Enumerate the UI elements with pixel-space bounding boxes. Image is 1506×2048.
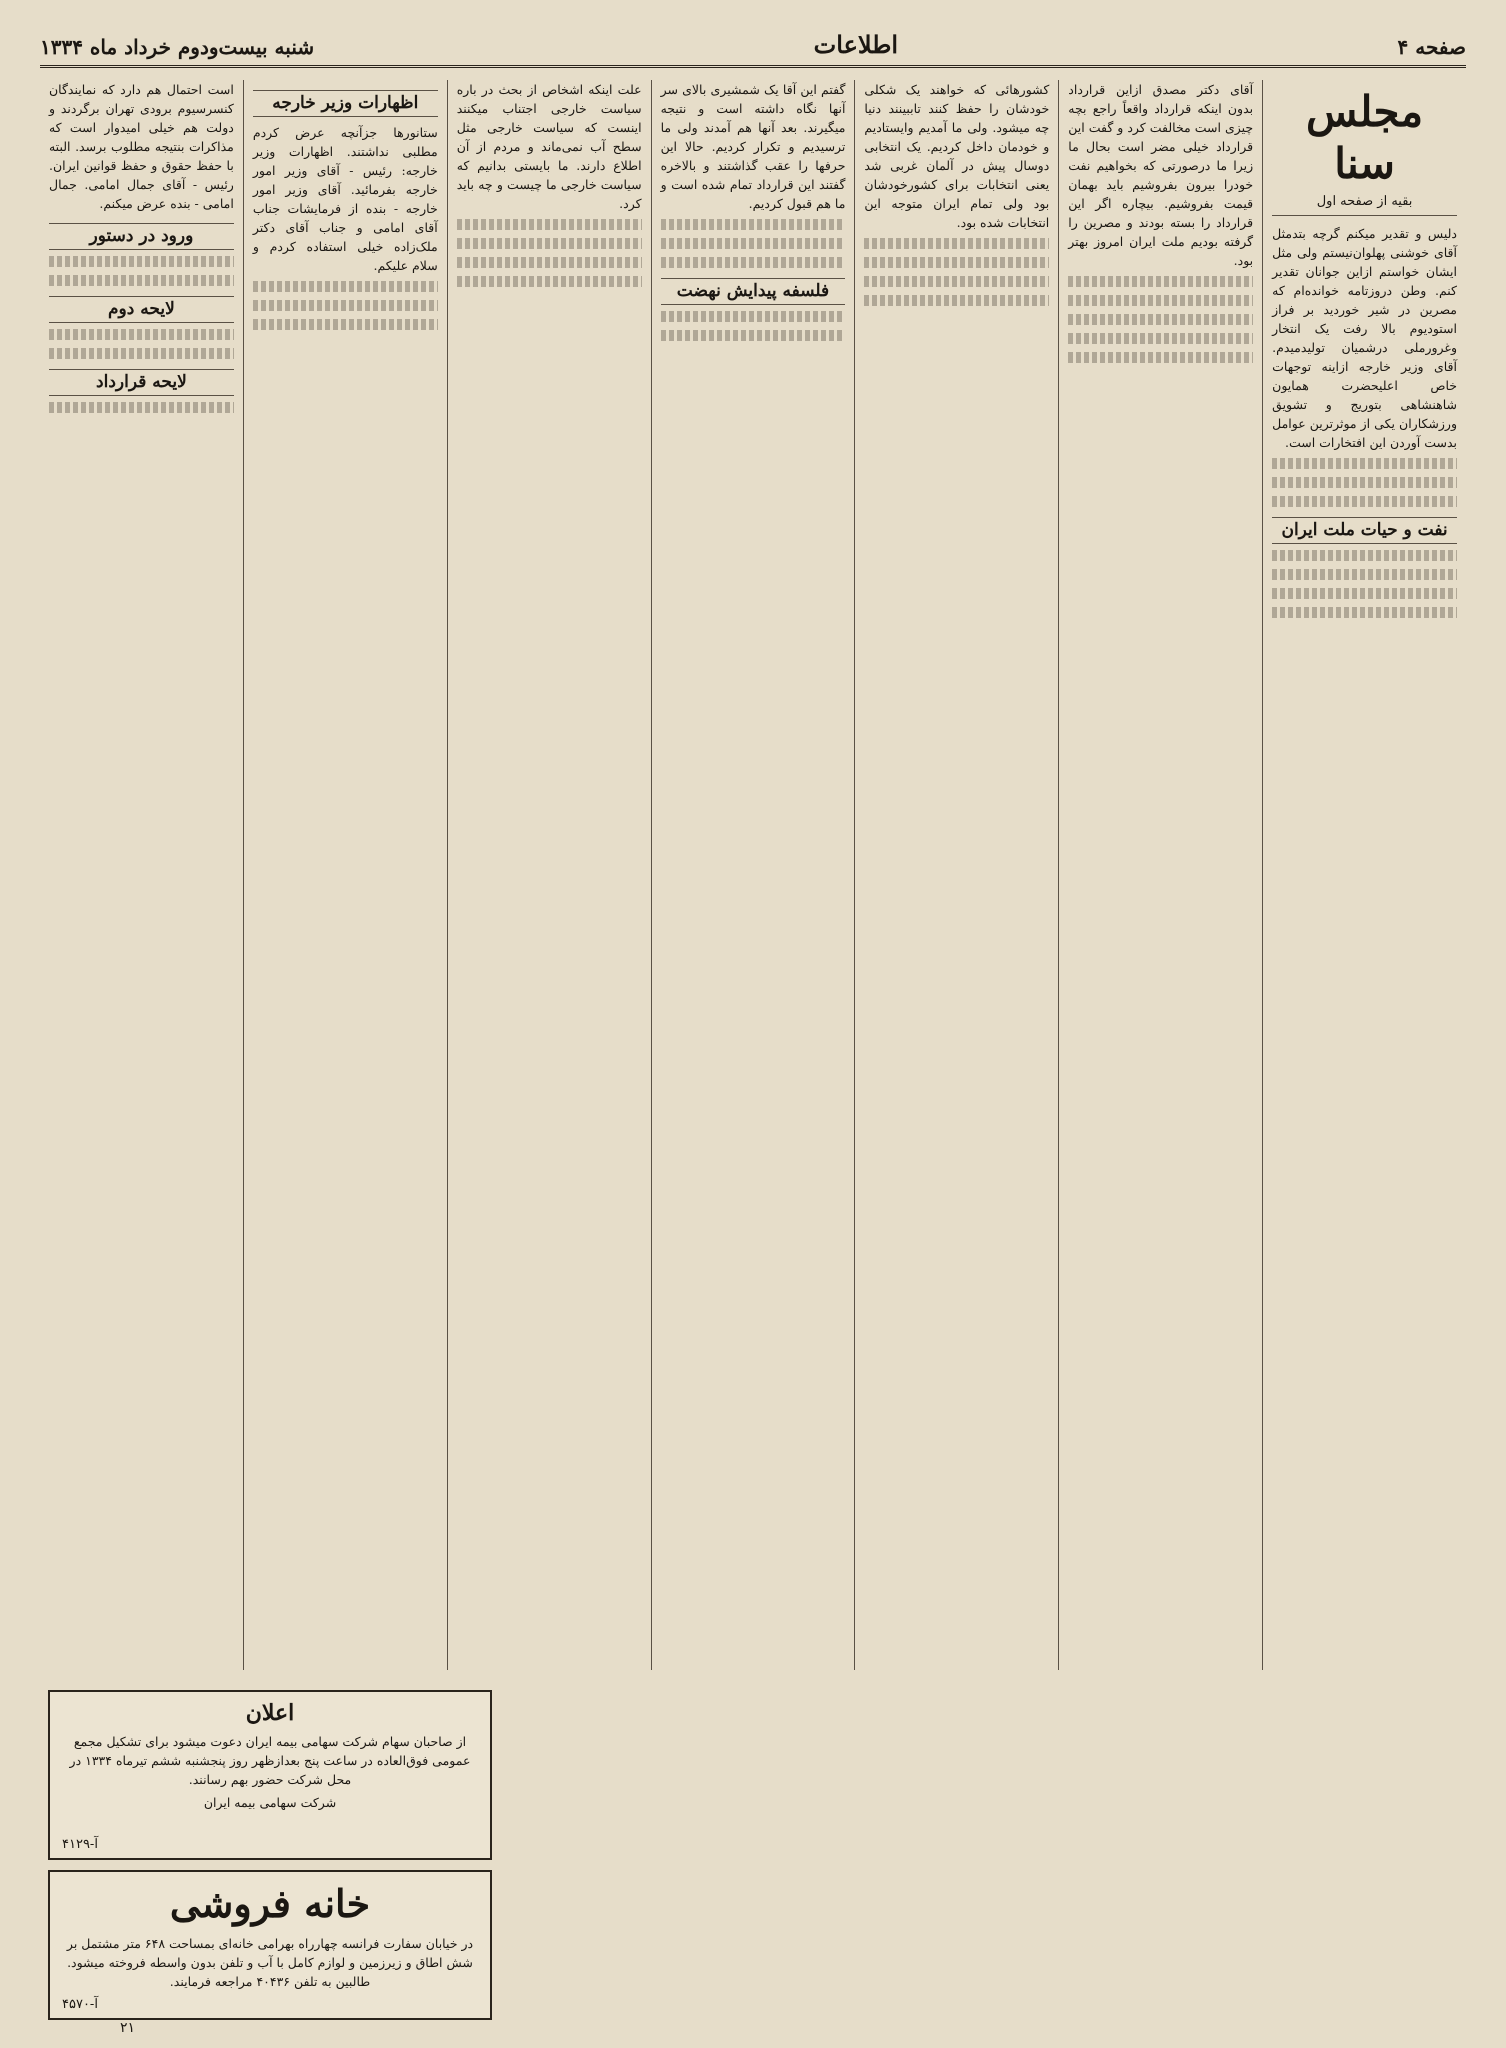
column-1 [1262,80,1466,1670]
column-4 [651,80,855,1670]
masthead [40,20,1466,68]
page-number: ۲۱ [120,2020,136,2036]
headline-note: بقیه از صفحه اول [1272,192,1457,216]
ad-title: اعلان [245,1700,295,1726]
paper-name: اطلاعات [813,30,898,59]
section-heading-minister: اظهارات وزیر خارجه [253,90,438,117]
section-heading-renaissance: فلسفه پیدایش نهضت [661,278,846,305]
column-text: ستانورها جزآنچه عرض کردم مطلبی نداشتند. اظهارات وزیر خارجه: رئیس - آقای وزیر امور خارجه بفرمائید. آقای وزیر امور خارجه - بنده از فرمایشات جناب آقای امامی و جناب آقای دکتر ملک‌زاده خیلی استفاده کردم و سلام علیکم. [252,125,438,273]
ad-title: خانه فروشی [169,1881,371,1926]
column-text: علت اینکه اشخاص از بحث در باره سیاست خارجی اجتناب میکنند اینست که سیاست خارجی مثل سطح آب نمی‌ماند و مردم از آن اطلاع دارند. ما بایستی بدانیم که سیاست خارجی ما چیست و چه باید کرد. [456,82,642,211]
column-7 [40,80,243,1670]
column-text: دلیس و تقدیر میکنم گرچه بتدمثل آقای خوشنی پهلوان‌نیستم ولی مثل ایشان خواستم ازاین جوانان تقدیر کنم. وطن دروزتامه خوانده‌ام که مصرین در شیر خوردید بر فراز استودیوم بالا رفت یک انتخار وغرورملی درشمیان تولیدمیدم. آقای وزیر خارجه ازاینه توجهات خاص اعلیحضرت همایون شاهنشاهی بتوریج و تشویق ورزشکاران یکی از موثرترین عوامل بدست آوردن این افتخارات است. [1272,226,1457,450]
headline: مجلس سنا [1306,87,1424,188]
issue-date: شنبه بیست‌ودوم خرداد ماه ۱۳۳۴ [40,35,315,59]
advertisement-notice [48,1690,492,1860]
column-3 [854,80,1058,1670]
ad-signature: شرکت سهامی بیمه ایران [203,1795,337,1810]
section-heading-oil: نفت و حیات ملت ایران [1272,517,1457,544]
column-text: آقای دکتر مصدق ازاین قرارداد بدون اینکه قرارداد واقعاً راجع بچه چیزی است مخالفت کرد و گفت این قرارداد خیلی مضر است بحال ما زیرا ما درصورتی که بخواهیم نفت خودرا بیرون بفروشیم باید بهمان قیمت بفروشیم. بیچاره اگر این قرارداد را بسته بودند و مصرین را گرفته بودیم ملت ایران امروز بهتر بود. [1068,82,1254,268]
page-label: صفحه ۴ [1397,35,1466,59]
column-text: گفتم این آقا یک شمشیری بالای سر آنها نگاه داشته است و نتیجه میگیرند. بعد آنها هم آمدند ولی ما ترسیدیم و تکرار کردیم. حالا این حرفها را عقب گذاشتند و بالاخره گفتند این قرارداد تمام شده است و ما هم قبول کردیم. [660,82,846,211]
section-heading-entry: ورود در دستور [49,223,234,250]
article-columns [40,80,1466,1670]
column-2 [1058,80,1262,1670]
section-heading-second-bill: لایحه دوم [49,296,234,323]
ad-code: ۴۱۲۹-آ [62,1837,98,1852]
column-6 [243,80,447,1670]
ad-text: از صاحبان سهام شرکت سهامی بیمه ایران دعوت میشود برای تشکیل مجمع عمومی فوق‌العاده در ساعت پنج بعدازظهر روز پنجشنبه ششم تیرماه ۱۳۳۴ در محل شرکت حضور بهم رسانند. [69,1734,471,1787]
ad-text: در خیابان سفارت فرانسه چهارراه بهرامی خانه‌ای بمساحت ۶۴۸ متر مشتمل بر شش اطاق و زیرزمین و لوازم کامل با آب و تلفن بدون واسطه فروخته میشود. طالبین به تلفن ۴۰۴۳۶ مراجعه فرمایند. [66,1936,474,1989]
advertisement-house-sale [48,1870,492,2020]
ad-code: ۴۵۷۰-آ [62,1997,98,2012]
section-heading-bill: لایحه قرارداد [49,369,234,396]
column-text: است احتمال هم دارد که نمایندگان کنسرسیوم برودی تهران برگردند و دولت هم خیلی امیدوار است که مذاکرات بنتیجه مطلوب برسد. البته با حفظ حقوق و حفظ قوانین ایران. رئیس - آقای جمال امامی. جمال امامی - بنده عرض میکنم. [48,82,234,211]
column-text: کشورهائی که خواهند یک شکلی خودشان را حفظ کنند تاببینند دنیا چه میشود. ولی ما آمدیم وایستادیم و خودمان داخل کردیم. یک انتخابی دوسال پیش در آلمان غربی شد یعنی انتخابات برای کشورخودشان بود ولی تمام ایران متوجه این انتخابات شده بود. [864,82,1050,230]
column-5 [447,80,651,1670]
